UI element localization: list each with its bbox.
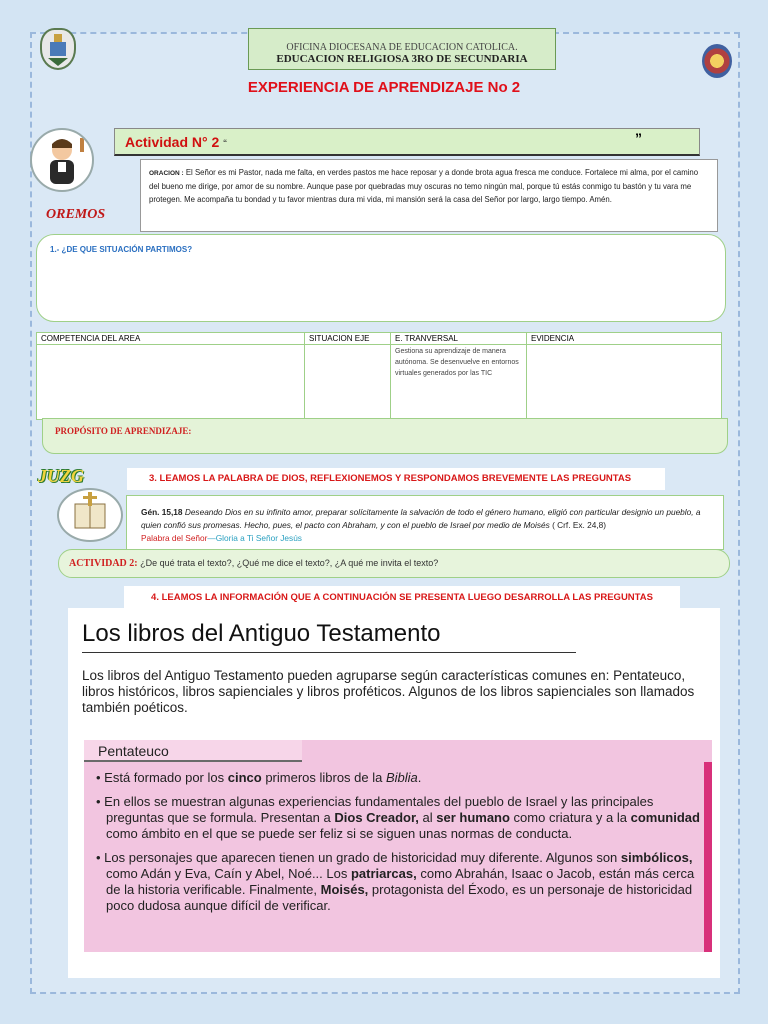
juzgar-banner: JUZG [38,466,84,486]
genesis-reading [126,495,724,550]
diocese-logo [40,28,76,70]
header-line-1: OFICINA DIOCESANA DE EDUCACION CATOLICA. [286,42,518,53]
school-logo [702,44,732,78]
table-cell[interactable] [305,345,391,420]
table-header: E. TRANVERSAL [391,333,527,345]
header-box [248,28,556,70]
praying-child-icon [30,128,94,192]
book-heading: Los libros del Antiguo Testamento [82,620,441,647]
transversal-cell: Gestiona su aprendizaje de manera autónoma. Se desenvuelve en entornos virtuales generados por las TIC [391,345,527,420]
prayer-label: ORACION : [149,170,184,177]
palabra-del-senor: Palabra del Señor [141,533,208,543]
competency-table [36,332,722,420]
prayer-text: El Señor es mi Pastor, nada me falta, en verdes pastos me hace reposar y a donde brota agua fresca me conduce. Fortalece mi alma, por el camino del bueno me dirige, por amor de su nombre. Aunque pase por quebradas muy oscuras no temo ningún mal, porque tú estás conmigo tu bastón y tu vara me protegen. Me acompaña tu bondad y tu favor mientras dura mi vida, mi mansión será la casa del Señor por largo, largo tiempo. Amén. [149,168,699,204]
activity-1-bar [114,128,700,156]
table-header: COMPETENCIA DEL AREA [37,333,305,345]
page-title: EXPERIENCIA DE APRENDIZAJE No 2 [247,79,521,96]
genesis-text: Deseando Dios en su infinito amor, preparar solícitamente la salvación de todo el género humano, eligió con particular designio un pueblo, a quien confió sus promesas. Hecho, pues, el pacto con Abraham, y con el pueblo de Israel por medio de Moisés [141,507,701,530]
genesis-ref: Gén. 15,18 [141,507,183,517]
panel-stripe [704,762,712,952]
pentateuco-panel [84,740,712,952]
genesis-cite: ( Crf. Ex. 24,8) [552,520,607,530]
activity-2-box [58,549,730,578]
list-item: • Está formado por los cinco primeros libros de la Biblia. [96,770,422,785]
heading-underline [82,652,576,653]
oremos-label: OREMOS [46,207,106,222]
bible-icon [57,488,123,542]
activity-2-questions: ¿De qué trata el texto?, ¿Qué me dice el texto?, ¿A qué me invita el texto? [140,558,439,568]
book-intro: Los libros del Antiguo Testamento pueden agruparse según características comunes en: Pentateuco, libros históricos, libros sapienciales y libros proféticos. Algunos de los libros sapienciales son llamados también poéticos. [82,668,695,715]
header-line-2: EDUCACION RELIGIOSA 3RO DE SECUNDARIA [276,53,528,65]
activity-1-label: Actividad N° 2 “ [125,134,227,150]
prayer-box [140,159,718,232]
list-item: • Los personajes que aparecen tienen un grado de historicidad muy diferente. Algunos son simbólicos, como Adán y Eva, Caín y Abel, Noé... Los patriarcas, como Abrahán, Isaac o Jacob, están más cerca de la historia verificable. Finalmente, Moisés, protagonista del Éxodo, es un personaje de historicidad poco dudosa aunque difícil de verificar. [96,850,695,913]
situation-question: 1.- ¿DE QUE SITUACIÓN PARTIMOS? [50,245,193,254]
table-cell[interactable] [527,345,722,420]
table-header: SITUACION EJE [305,333,391,345]
table-header: EVIDENCIA [527,333,722,345]
pentateuco-tab: Pentateuco [84,740,302,762]
table-cell[interactable] [37,345,305,420]
section-3-heading: 3. LEAMOS LA PALABRA DE DIOS, REFLEXIONEMOS Y RESPONDAMOS BREVEMENTE LAS PREGUNTAS [127,468,665,490]
gloria-response: —Gloria a Ti Señor Jesús [207,533,302,543]
situation-box[interactable] [36,234,726,322]
old-testament-infographic [68,608,720,978]
purpose-box[interactable] [42,418,728,454]
list-item: • En ellos se muestran algunas experiencias fundamentales del pueblo de Israel y las principales preguntas que se formula. Presentan a Dios Creador, al ser humano como criatura y a la comunidad como ámbito en el que se puede ser feliz si se siguen unas normas de conducta. [96,794,700,841]
pentateuco-bullets [96,770,702,922]
purpose-label: PROPÓSITO DE APRENDIZAJE: [55,426,192,436]
activity-2-label: ACTIVIDAD 2: [69,558,138,569]
section-4-heading: 4. LEAMOS LA INFORMACIÓN QUE A CONTINUACIÓN SE PRESENTA LUEGO DESARROLLA LAS PREGUNTAS [124,586,680,608]
activity-1-close-quote: ” [635,130,642,146]
